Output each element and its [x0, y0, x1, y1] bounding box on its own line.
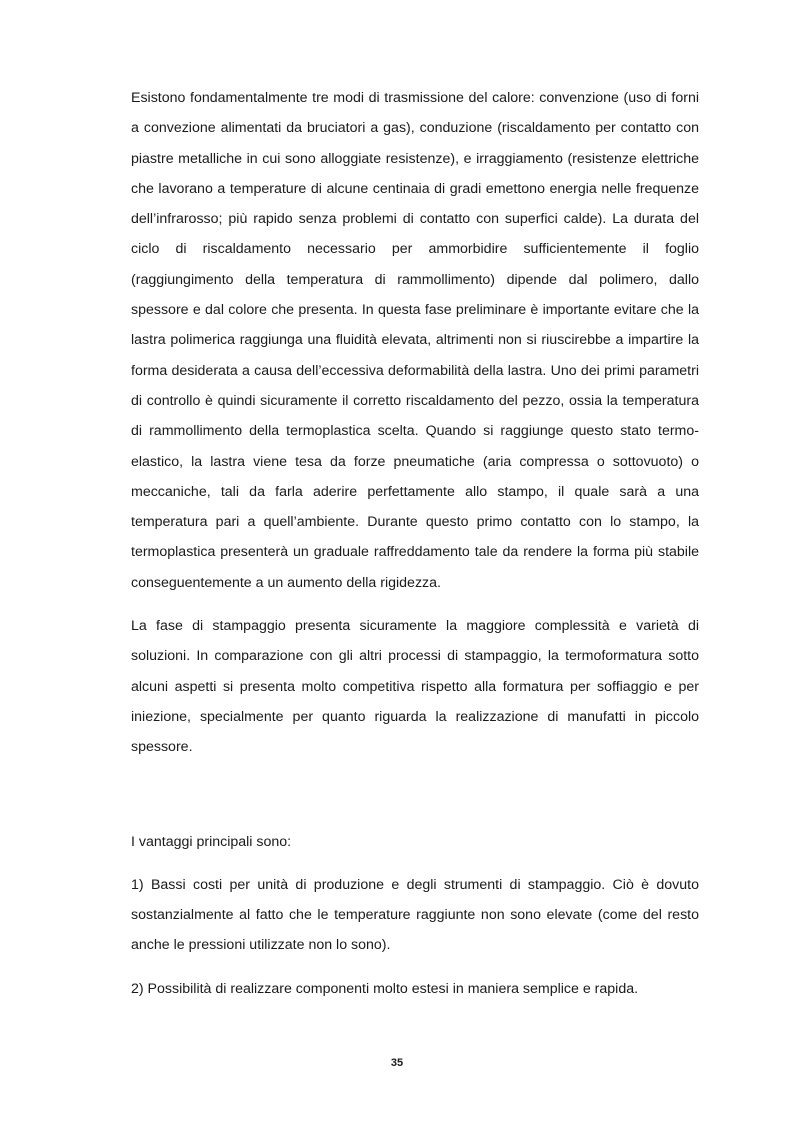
list-item-advantage-1: 1) Bassi costi per unità di produzione e degli strumenti di stampaggio. Ciò è dovuto sostanzialmente al fatto che le temperature raggiunte non sono elevate (come del resto anche le pressioni utilizzate non lo sono). [131, 876, 699, 954]
paragraph-heating-methods: Esistono fondamentalmente tre modi di trasmissione del calore: convenzione (uso di forni a convezione alimentati da bruciatori a gas), conduzione (riscaldamento per contatto con piastre metalliche in cui sono alloggiate resistenze), e irraggiamento (resistenze elettriche che lavorano a temperature di alcune centinaia di gradi emettono energia nelle frequenze dell’infrarosso; più rapido senza problemi di contatto con superfici calde). La durata del ciclo di riscaldamento necessario per ammorbidire sufficientemente il foglio (raggiungimento della temperatura di rammollimento) dipende dal polimero, dallo spessore e dal colore che presenta. In questa fase preliminare è importante evitare che la lastra polimerica raggiunga una fluidità elevata, altrimenti non si riuscirebbe a impartire la forma desiderata a causa dell’eccessiva deformabilità della lastra. Uno dei primi parametri di controllo è quindi sicuramente il corretto riscaldamento del pezzo, ossia la temperatura di rammollimento della termoplastica scelta. Quando si raggiunge questo stato termo-elastico, la lastra viene tesa da forze pneumatiche (aria compressa o sottovuoto) o meccaniche, tali da farla aderire perfettamente allo stampo, il quale sarà a una temperatura pari a quell’ambiente. Durante questo primo contatto con lo stampo, la termoplastica presenterà un graduale raffreddamento tale da rendere la forma più stabile conseguentemente a un aumento della rigidezza. [131, 90, 699, 591]
page-number: 35 [390, 1057, 404, 1069]
paragraph-molding-phase: La fase di stampaggio presenta sicuramente la maggiore complessità e varietà di soluzioni. In comparazione con gli altri processi di stampaggio, la termoformatura sotto alcuni aspetti si presenta molto competitiva rispetto alla formatura per soffiaggio e per iniezione, specialmente per quanto riguarda la realizzazione di manufatti in piccolo spessore. [131, 618, 699, 756]
paragraph-advantages-intro: I vantaggi principali sono: [131, 833, 292, 850]
list-item-advantage-2: 2) Possibilità di realizzare componenti molto estesi in maniera semplice e rapida. [131, 980, 639, 997]
page-body [131, 83, 699, 1004]
